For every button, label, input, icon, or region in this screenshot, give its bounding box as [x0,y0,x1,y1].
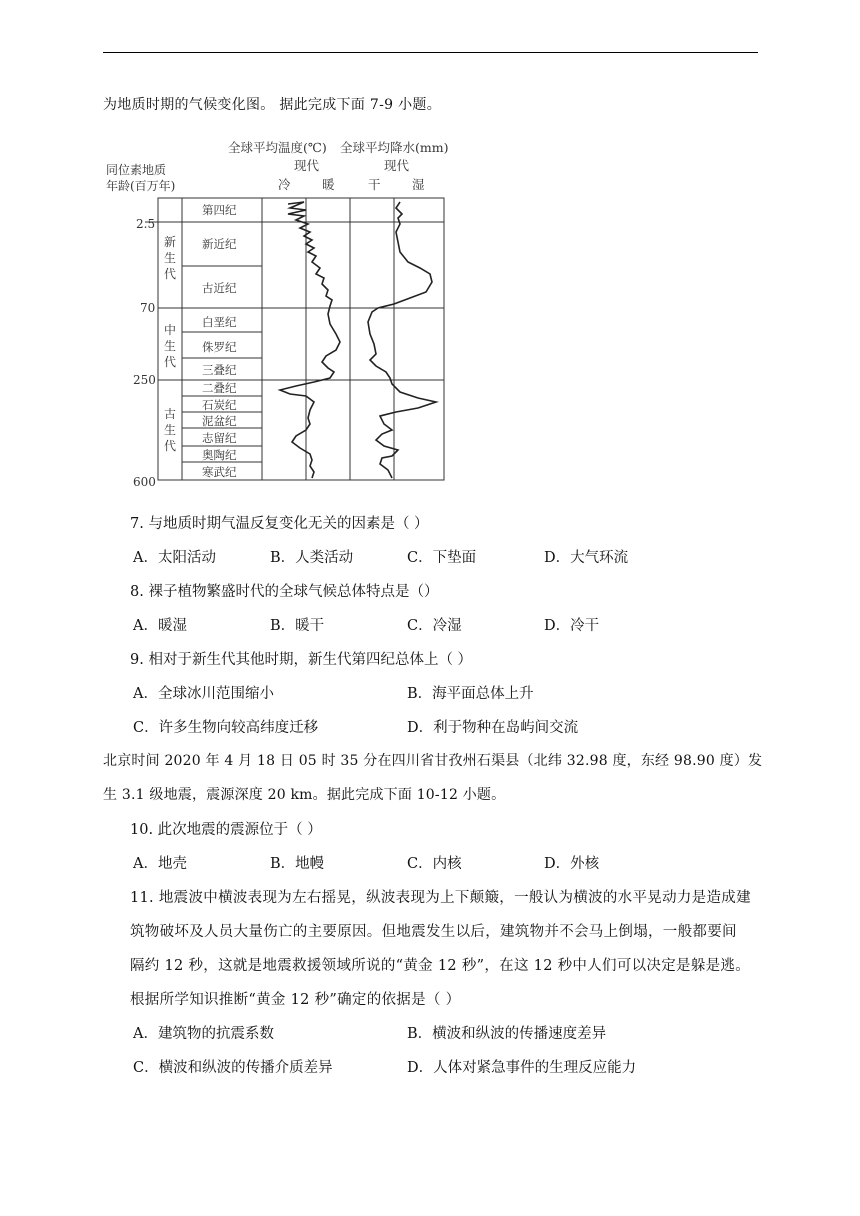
q7-option-c[interactable]: C．下垫面 [407,550,477,566]
period-label: 三叠纪 [202,363,237,377]
question-10-stem: 10. 此次地震的震源位于（ ） [130,822,322,838]
climate-figure-svg [100,128,470,493]
age-axis-label-1: 同位素地质 [106,163,167,177]
prec-header: 全球平均降水(mm) [340,140,449,155]
era-char: 代 [164,267,177,281]
period-label: 白垩纪 [202,315,237,329]
q11-option-c[interactable]: C．横波和纵波的传播介质差异 [133,1060,333,1076]
q9-option-b[interactable]: B．海平面总体上升 [407,686,534,702]
era-char: 新 [164,235,177,249]
question-11-line-4: 根据所学知识推断“黄金 12 秒”确定的依据是（ ） [130,992,461,1008]
era-char: 古 [164,407,177,421]
q10-option-a[interactable]: A．地壳 [133,856,187,872]
q7-option-a[interactable]: A．太阳活动 [133,550,216,566]
question-8-stem: 8. 裸子植物繁盛时代的全球气候总体特点是（） [130,584,439,600]
precipitation-curve [368,202,436,478]
period-label: 泥盆纪 [202,414,237,428]
q9-option-a[interactable]: A．全球冰川范围缩小 [133,686,274,702]
age-axis-label-2: 年龄(百万年) [106,179,176,193]
age-tick: 2.5 [136,217,156,231]
q8-option-a[interactable]: A．暖湿 [133,618,187,634]
question-7-stem: 7. 与地质时期气温反复变化无关的因素是（ ） [130,516,429,532]
period-label: 新近纪 [202,237,237,251]
q7-option-d[interactable]: D．大气环流 [544,550,629,566]
period-label: 侏罗纪 [202,340,237,354]
intro-text: 为地质时期的气候变化图。 据此完成下面 7-9 小题。 [103,97,441,113]
era-char: 代 [164,355,177,369]
cold-label: 冷 [278,177,291,192]
q10-option-c[interactable]: C．内核 [407,856,462,872]
era-char: 生 [164,339,177,353]
passage-2-line-2: 生 3.1 级地震，震源深度 20 km。据此完成下面 10-12 小题。 [103,787,506,803]
climate-change-figure [100,128,470,493]
period-label: 第四纪 [202,203,237,217]
q11-option-a[interactable]: A．建筑物的抗震系数 [133,1026,274,1042]
passage-2-line-1: 北京时间 2020 年 4 月 18 日 05 时 35 分在四川省甘孜州石渠县（北纬 32.98 度，东经 98.90 度）发 [103,753,763,769]
temp-modern-label: 现代 [294,158,320,173]
q11-option-d[interactable]: D．人体对紧急事件的生理反应能力 [407,1060,637,1076]
q9-option-d[interactable]: D．利于物种在岛屿间交流 [407,720,579,736]
q8-option-b[interactable]: B．暖干 [270,618,325,634]
wet-label: 湿 [412,177,425,192]
period-label: 志留纪 [202,431,237,445]
period-label: 寒武纪 [202,465,237,479]
header-rule [103,52,758,53]
question-11-line-1: 11. 地震波中横波表现为左右摇晃，纵波表现为上下颠簸，一般认为横波的水平晃动力是造成建 [130,890,751,906]
q10-option-b[interactable]: B．地幔 [270,856,325,872]
q9-option-c[interactable]: C．许多生物向较高纬度迁移 [133,720,319,736]
period-label: 古近纪 [202,281,237,295]
q11-option-b[interactable]: B．横波和纵波的传播速度差异 [407,1026,607,1042]
prec-modern-label: 现代 [384,158,410,173]
era-char: 生 [164,251,177,265]
age-tick: 250 [133,373,156,387]
era-char: 中 [164,323,177,337]
q8-option-c[interactable]: C．冷湿 [407,618,462,634]
q7-option-b[interactable]: B．人类活动 [270,550,354,566]
question-11-line-2: 筑物破坏及人员大量伤亡的主要原因。但地震发生以后，建筑物并不会马上倒塌，一般都要间 [130,924,737,940]
era-char: 代 [164,439,177,453]
q8-option-d[interactable]: D．冷干 [544,618,600,634]
temp-header: 全球平均温度(℃) [228,140,327,155]
q10-option-d[interactable]: D．外核 [544,856,600,872]
temperature-curve [280,202,340,478]
warm-label: 暖 [322,177,335,192]
era-char: 生 [164,423,177,437]
age-tick: 600 [133,475,156,489]
question-11-line-3: 隔约 12 秒，这就是地震救援领域所说的“黄金 12 秒”，在这 12 秒中人们可以决定是躲是逃。 [130,958,751,974]
period-label: 奥陶纪 [202,448,237,462]
period-label: 石炭纪 [202,398,237,412]
period-label: 二叠纪 [202,381,237,395]
dry-label: 干 [368,177,381,192]
question-9-stem: 9. 相对于新生代其他时期，新生代第四纪总体上（ ） [130,652,473,668]
chart-frame [158,198,444,480]
age-tick: 70 [140,301,156,315]
